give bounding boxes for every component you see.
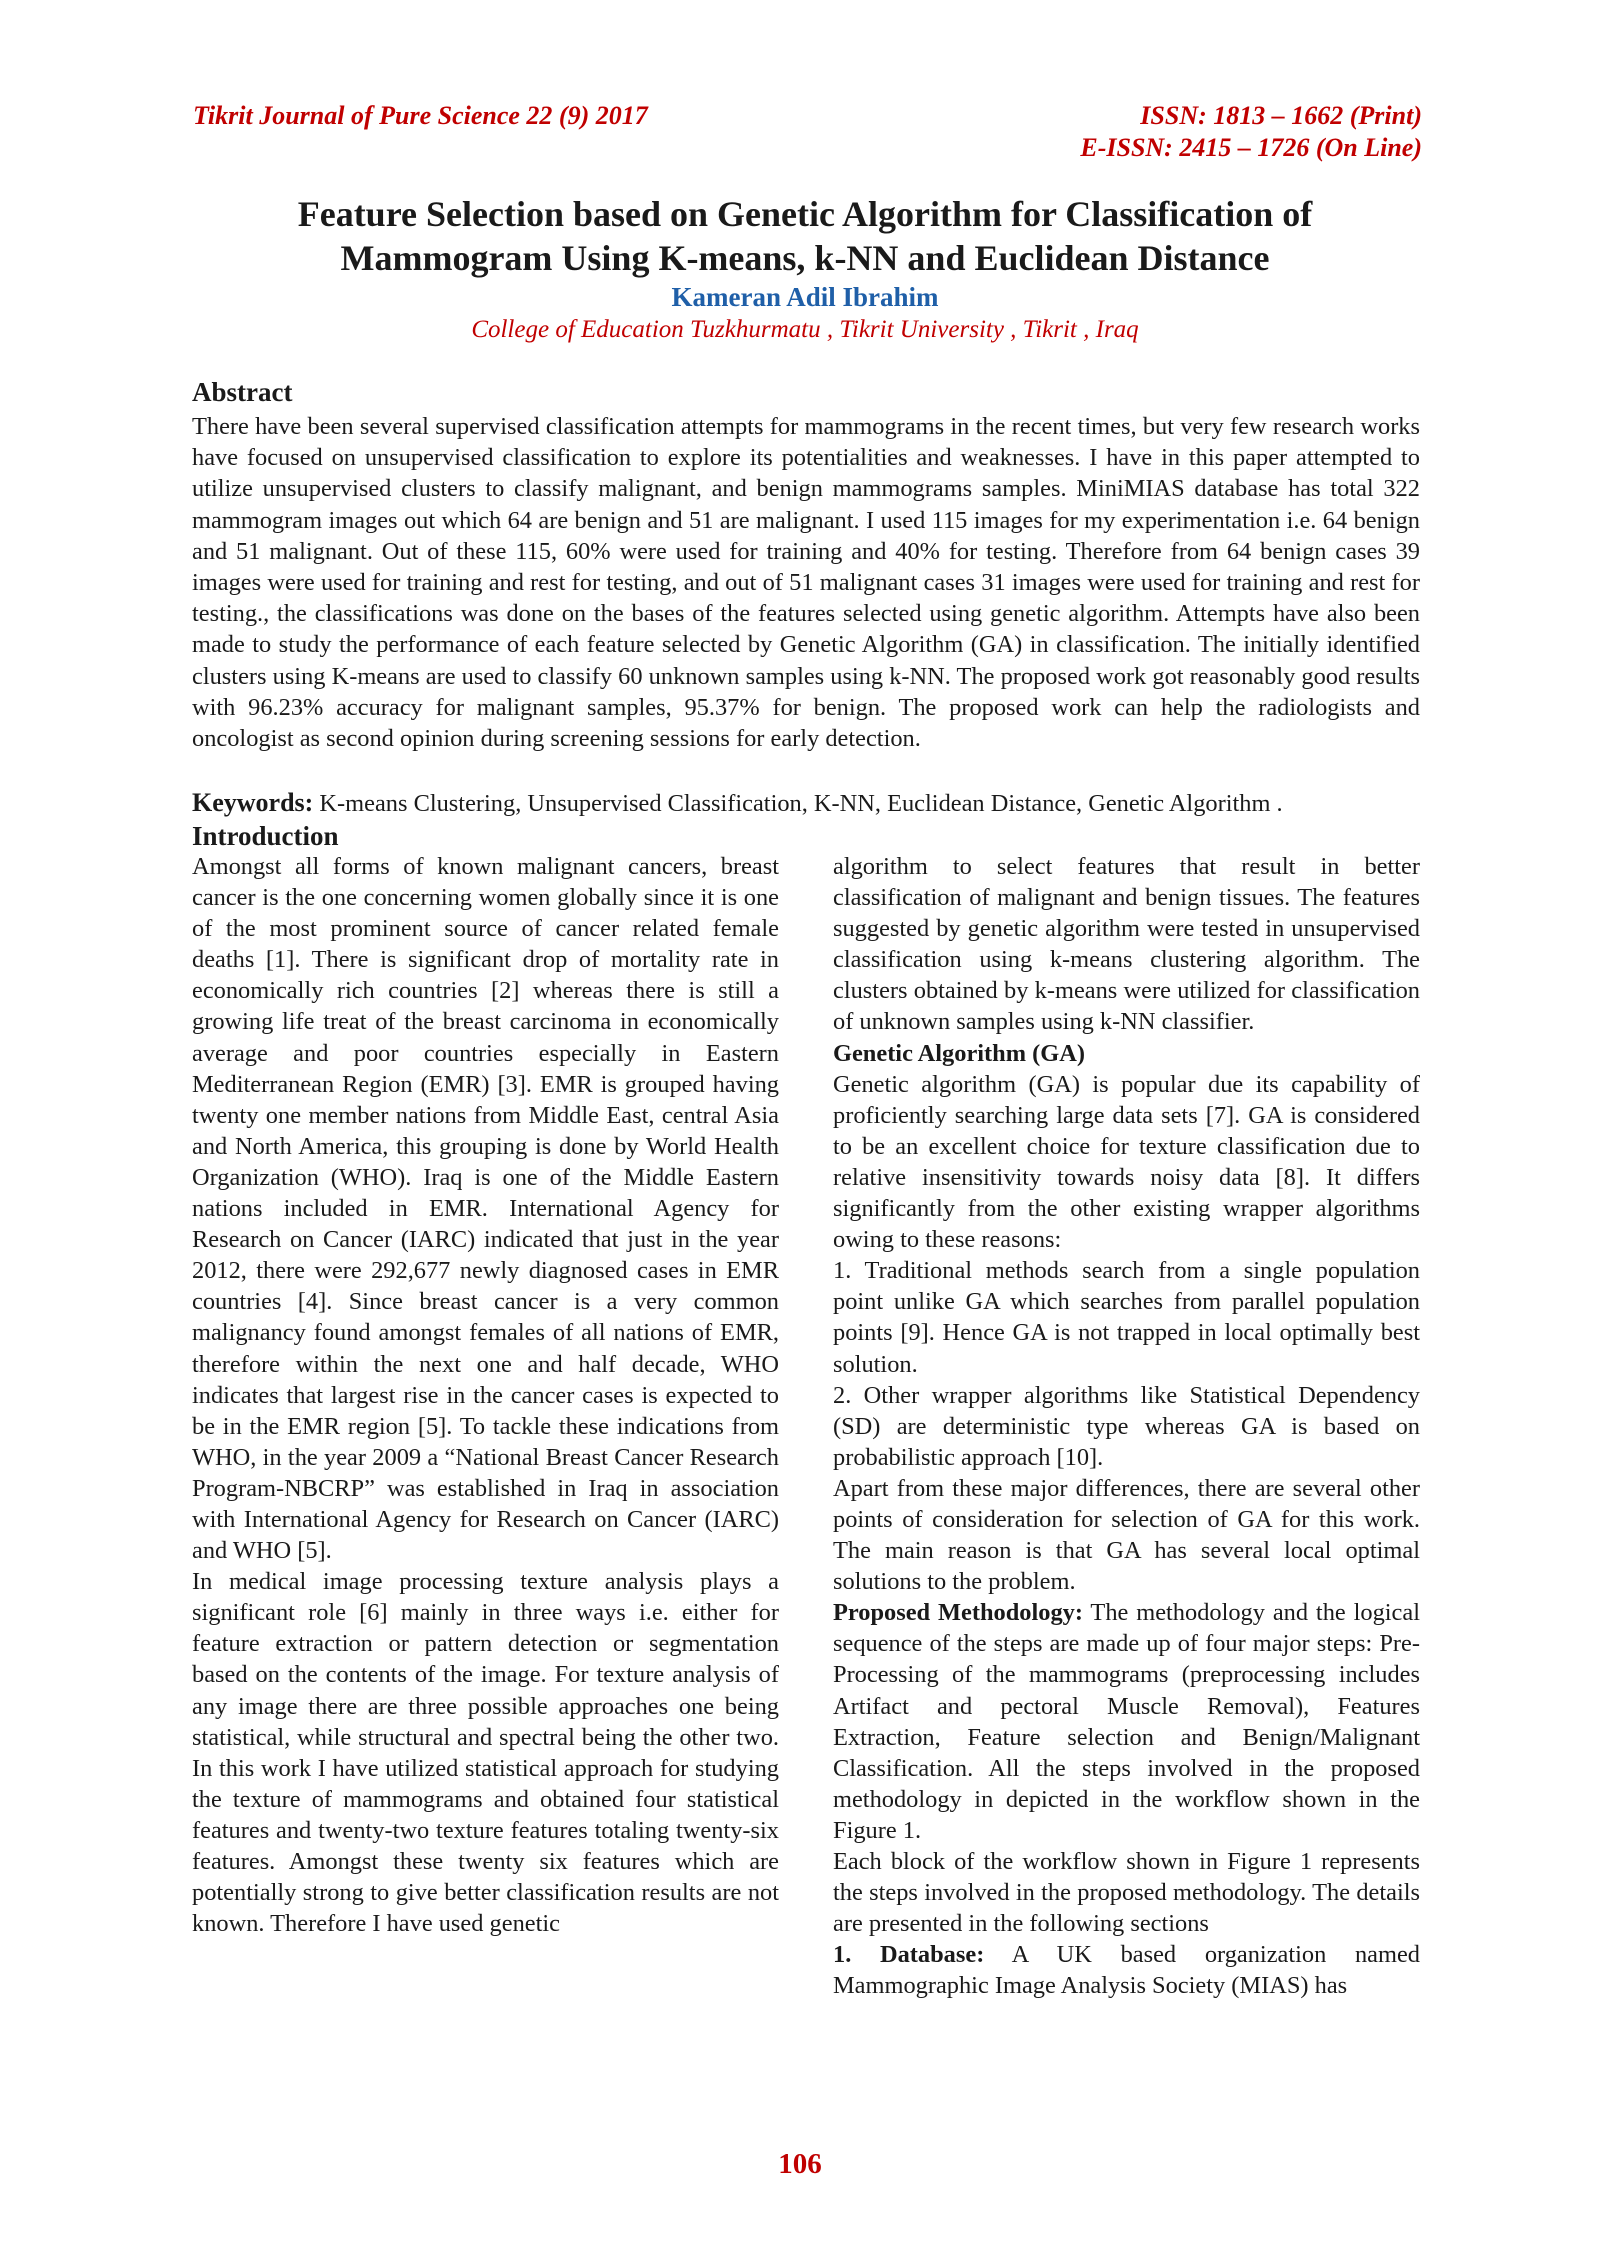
introduction-heading: Introduction	[192, 821, 339, 851]
abstract-heading: Abstract	[192, 377, 293, 407]
database-paragraph	[833, 1939, 1420, 2001]
ga-list-item-1: 1. Traditional methods search from a single population point unlike GA which searches from parallel population points [9]. Hence GA is not trapped in local optimally best solution.	[833, 1257, 1420, 1378]
ga-list-item-2: 2. Other wrapper algorithms like Statistical Dependency (SD) are deterministic type whereas GA is based on probabilistic approach [10].	[833, 1381, 1420, 1471]
database-text: A UK based organization named Mammographic Image Analysis Society (MIAS) has	[833, 1941, 1420, 2000]
paper-title	[190, 192, 1420, 280]
methodology-label: Proposed Methodology:	[833, 1599, 1083, 1627]
intro-paragraph-3: algorithm to select features that result in better classification of malignant and benign tissues. The features suggested by genetic algorithm were tested in unsupervised classification using k-means clustering algorithm. The clusters obtained by k-means were utilized for classification of unknown samples using k-NN classifier.	[833, 853, 1420, 1036]
keywords-label: Keywords:	[192, 788, 314, 817]
issn-block	[1080, 100, 1422, 164]
journal-name: Tikrit Journal of Pure Science 22 (9) 2017	[193, 101, 648, 130]
issn-online: E-ISSN: 2415 – 1726 (On Line)	[1080, 133, 1422, 162]
methodology-text: The methodology and the logical sequence of the steps are made up of four major steps: Pre-Processing of the mammograms (preprocessing includes Artifact and pectoral Muscle Removal), Features Extraction, Feature selection and Benign/Malignant Classification. All the steps involved in the proposed methodology in depicted in the workflow shown in the Figure 1.	[833, 1599, 1420, 1844]
database-label: 1. Database:	[833, 1941, 985, 1969]
intro-paragraph-1: Amongst all forms of known malignant cancers, breast cancer is the one concerning women globally since it is one of the most prominent source of cancer related female deaths [1]. There is significant drop of mortality rate in economically rich countries [2] whereas there is still a growing life treat of the breast carcinoma in economically average and poor countries especially in Eastern Mediterranean Region (EMR) [3]. EMR is grouped having twenty one member nations from Middle East, central Asia and North America, this grouping is done by World Health Organization (WHO). Iraq is one of the Middle Eastern nations included in EMR. International Agency for Research on Cancer (IARC) indicated that just in the year 2012, there were 292,677 newly diagnosed cases in EMR countries [4]. Since breast cancer is a very common malignancy found amongst females of all nations of EMR, therefore within the next one and half decade, WHO indicates that largest rise in the cancer cases is expected to be in the EMR region [5]. To tackle these indications from WHO, in the year 2009 a “National Breast Cancer Research Program-NBCRP” was established in Iraq in association with International Agency for Research on Cancer (IARC) and WHO [5].	[192, 853, 779, 1565]
ga-paragraph-2: Apart from these major differences, there are several other points of consideration for selection of GA for this work. The main reason is that GA has several local optimal solutions to the problem.	[833, 1474, 1420, 1596]
ga-heading: Genetic Algorithm (GA)	[833, 1039, 1085, 1067]
ga-paragraph-1: Genetic algorithm (GA) is popular due its capability of proficiently searching large data sets [7]. GA is considered to be an excellent choice for texture classification due to relative insensitivity towards noisy data [8]. It differs significantly from the other existing wrapper algorithms owing to these reasons:	[833, 1070, 1420, 1254]
paper-title-line-2: Mammogram Using K-means, k-NN and Euclidean Distance	[340, 238, 1270, 278]
issn-print: ISSN: 1813 – 1662 (Print)	[1140, 101, 1422, 130]
author-affiliation: College of Education Tuzkhurmatu , Tikrit University , Tikrit , Iraq	[471, 316, 1139, 343]
left-column	[192, 851, 779, 1939]
methodology-paragraph	[833, 1597, 1420, 1846]
right-column	[833, 851, 1420, 2001]
keywords-line	[192, 787, 1432, 819]
intro-paragraph-2: In medical image processing texture analysis plays a significant role [6] mainly in three ways i.e. either for feature extraction or pattern detection or segmentation based on the contents of the image. For texture analysis of any image there are three possible approaches one being statistical, while structural and spectral being the other two. In this work I have utilized statistical approach for studying the texture of mammograms and obtained four statistical features and twenty-two texture features totaling twenty-six features. Amongst these twenty six features which are potentially strong to give better classification results are not known. Therefore I have used genetic	[192, 1568, 779, 1938]
paper-title-line-1: Feature Selection based on Genetic Algorithm for Classification of	[297, 194, 1313, 234]
methodology-paragraph-2: Each block of the workflow shown in Figure 1 represents the steps involved in the proposed methodology. The details are presented in the following sections	[833, 1848, 1420, 1938]
author-name: Kameran Adil Ibrahim	[671, 282, 939, 312]
keywords-text: K-means Clustering, Unsupervised Classification, K-NN, Euclidean Distance, Genetic Algorithm .	[313, 790, 1283, 817]
page-number: 106	[778, 2148, 822, 2180]
abstract-text: There have been several supervised classification attempts for mammograms in the recent times, but very few research works have focused on unsupervised classification to explore its potentialities and weaknesses. I have in this paper attempted to utilize unsupervised clusters to classify malignant, and benign mammograms samples. MiniMIAS database has total 322 mammogram images out which 64 are benign and 51 are malignant. I used 115 images for my experimentation i.e. 64 benign and 51 malignant. Out of these 115, 60% were used for training and 40% for testing. Therefore from 64 benign cases 39 images were used for training and rest for testing, and out of 51 malignant cases 31 images were used for training and rest for testing., the classifications was done on the bases of the features selected using genetic algorithm. Attempts have also been made to study the performance of each feature selected by Genetic Algorithm (GA) in classification. The initially identified clusters using K-means are used to classify 60 unknown samples using k-NN. The proposed work got reasonably good results with 96.23% accuracy for malignant samples, 95.37% for benign. The proposed work can help the radiologists and oncologist as second opinion during screening sessions for early detection.	[192, 413, 1420, 753]
